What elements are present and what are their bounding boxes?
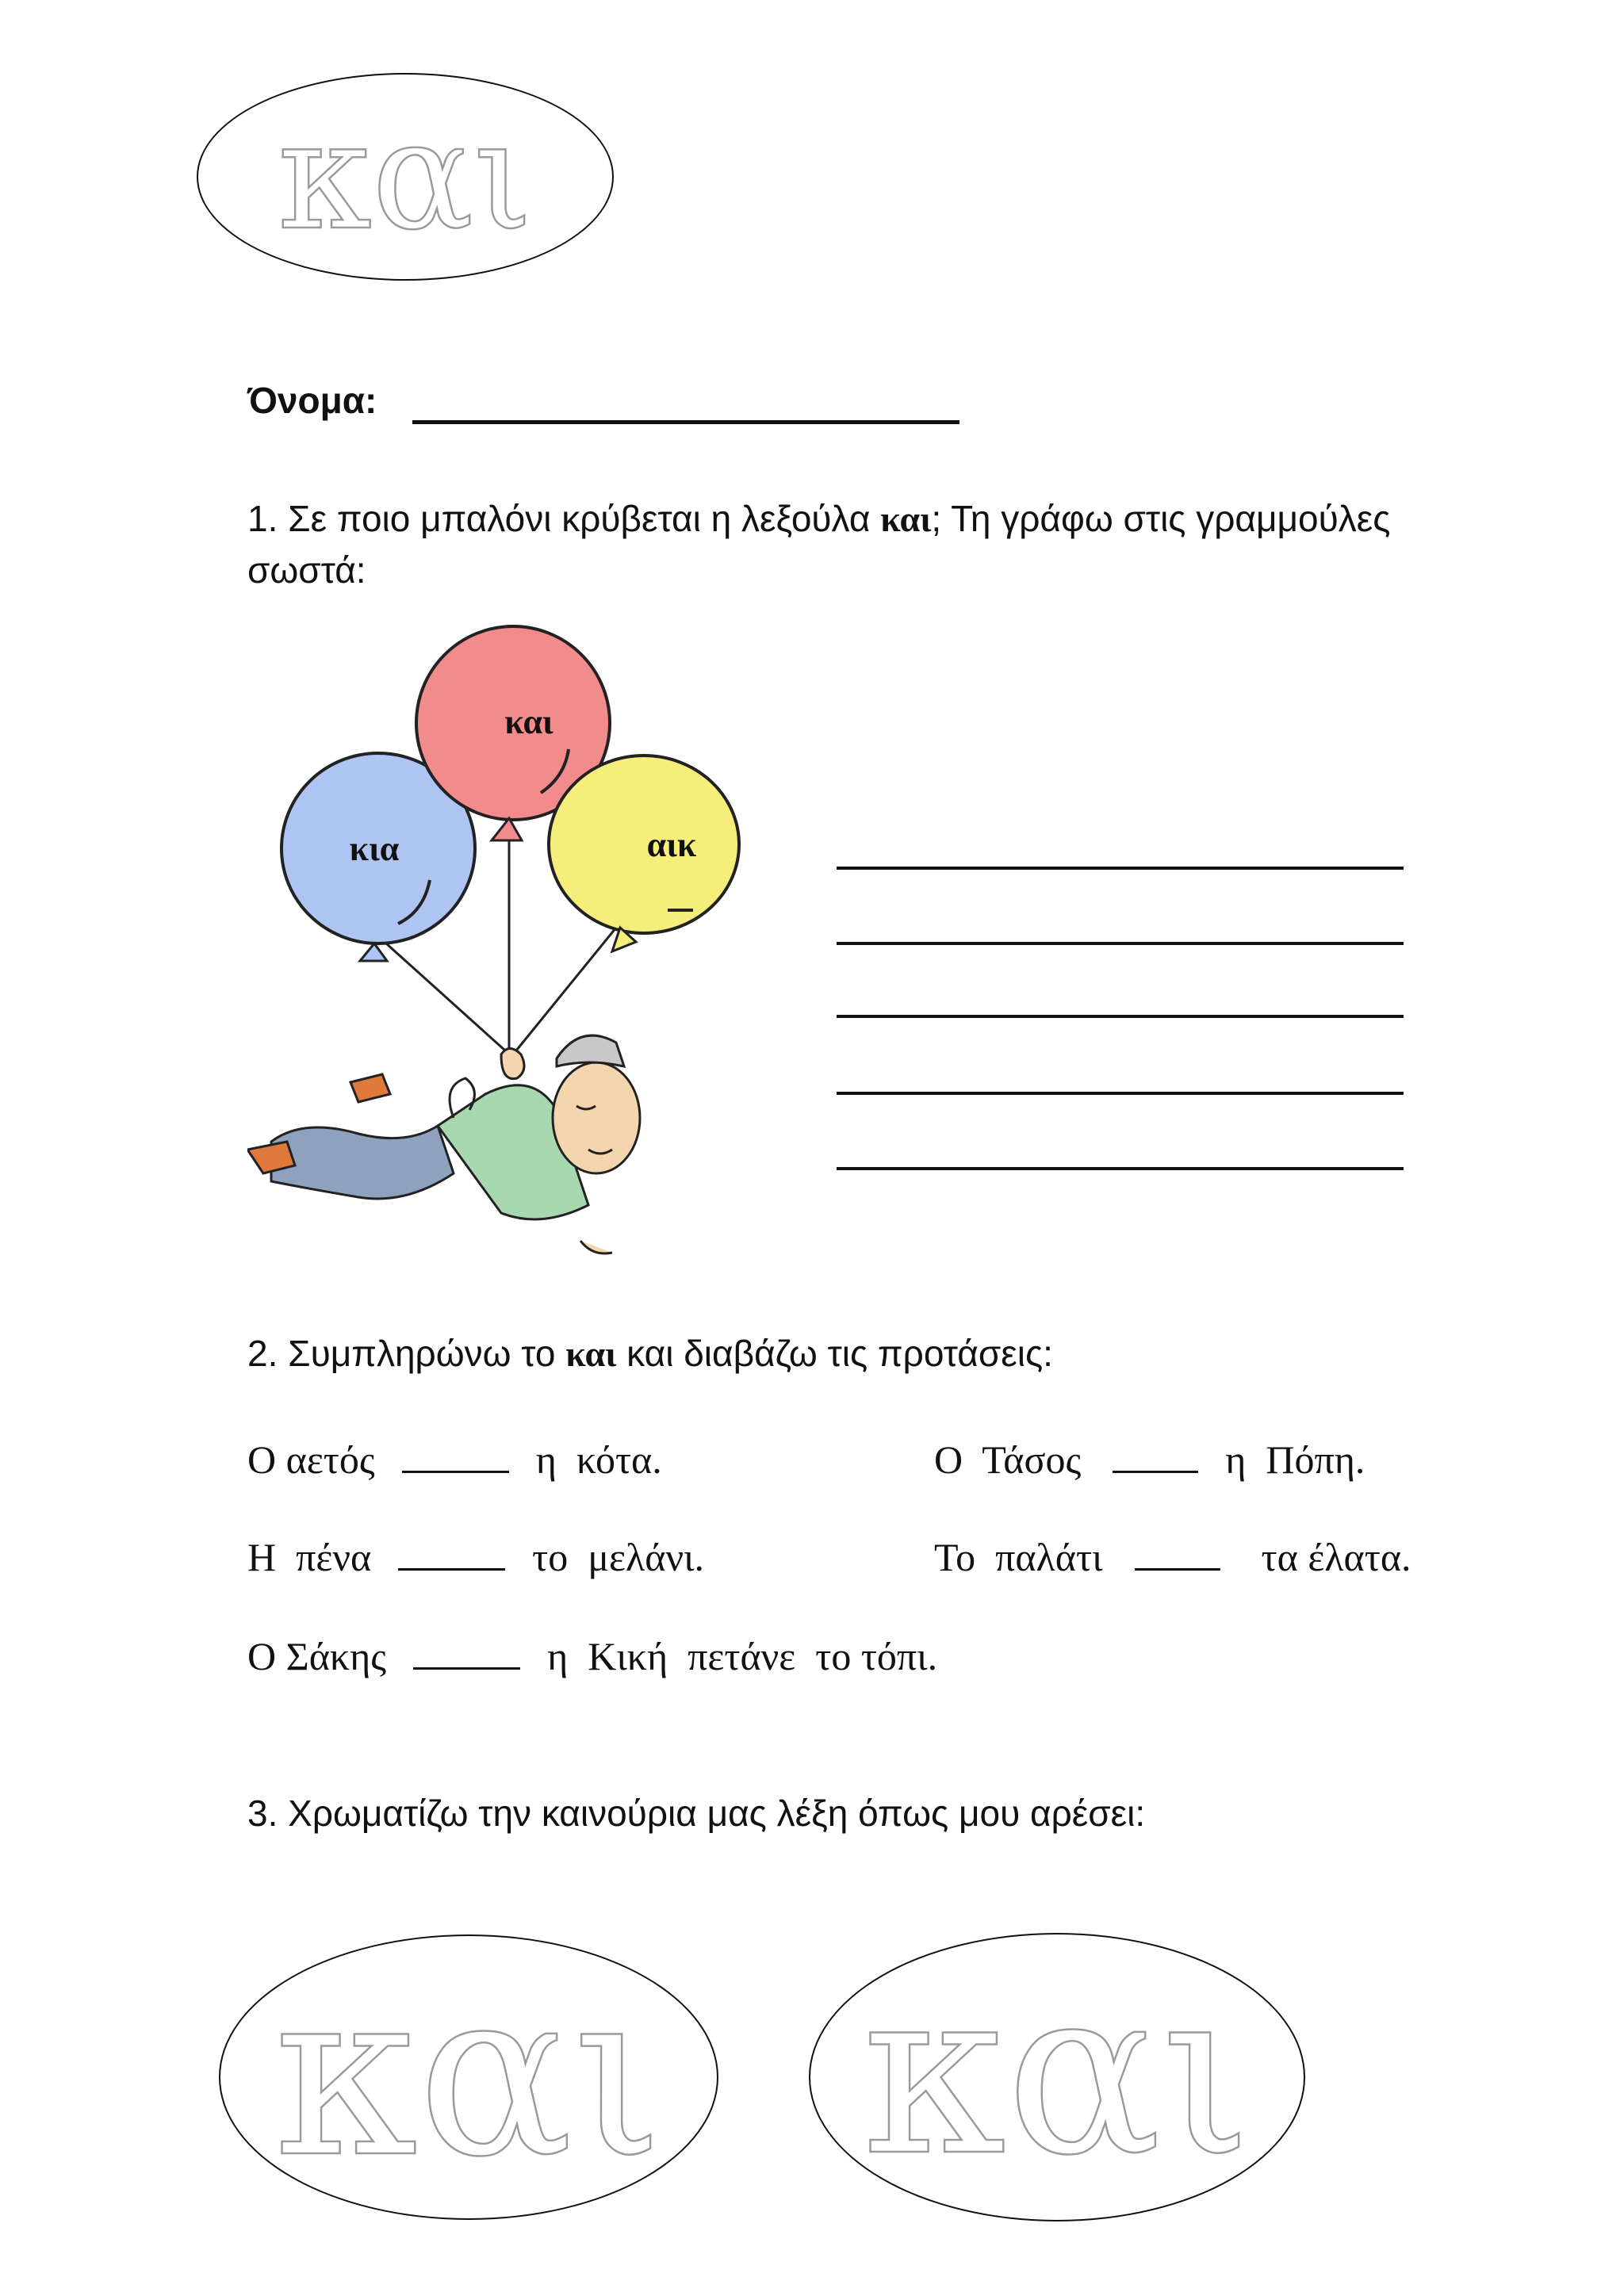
sentence-4 bbox=[934, 1534, 1411, 1580]
flying-man-figure bbox=[247, 1035, 640, 1253]
coloring-outlined-word-left: και bbox=[274, 1941, 664, 2208]
question-2-bold-word: και bbox=[565, 1334, 617, 1374]
question-1-bold-word: και bbox=[880, 499, 932, 539]
sentence-2 bbox=[934, 1437, 1365, 1483]
sentence-5-blank[interactable] bbox=[413, 1636, 520, 1670]
sentence-1-start: Ο αετός bbox=[247, 1437, 375, 1482]
sentence-2-end: η Πόπη. bbox=[1225, 1437, 1365, 1482]
sentence-1-blank[interactable] bbox=[402, 1439, 509, 1473]
balloon-left-label: κια bbox=[349, 829, 400, 868]
sentence-1 bbox=[247, 1437, 662, 1483]
sentence-4-start: Το παλάτι bbox=[934, 1535, 1103, 1579]
coloring-word-ellipse-right[interactable] bbox=[809, 1933, 1305, 2221]
answer-line-1[interactable] bbox=[837, 867, 1404, 870]
question-1-text-after: ; Τη γράφω στις γραμμούλες σωστά: bbox=[247, 498, 1391, 591]
sentence-4-end: τα έλατα. bbox=[1261, 1535, 1411, 1579]
answer-line-2[interactable] bbox=[837, 942, 1404, 945]
sentence-5-end: η Κική πετάνε το τόπι. bbox=[547, 1634, 938, 1678]
sentence-3-blank[interactable] bbox=[398, 1536, 505, 1571]
question-1-text bbox=[247, 493, 1484, 595]
balloon-man-illustration bbox=[247, 610, 818, 1324]
balloon-middle-label: και bbox=[504, 702, 553, 741]
name-label: Όνομα: bbox=[247, 380, 377, 421]
sentence-3-end: το μελάνι. bbox=[532, 1535, 705, 1579]
balloon-right-label: αικ bbox=[646, 825, 697, 864]
header-word-ellipse bbox=[197, 73, 614, 281]
answer-line-3[interactable] bbox=[837, 1015, 1404, 1018]
name-write-line[interactable] bbox=[412, 420, 959, 424]
sentence-5 bbox=[247, 1633, 937, 1679]
sentence-1-end: η κότα. bbox=[535, 1437, 662, 1482]
question-2-text-before: 2. Συμπληρώνω το bbox=[247, 1333, 566, 1374]
question-2-text bbox=[247, 1328, 1484, 1380]
sentence-3-start: Η πένα bbox=[247, 1535, 372, 1579]
sentence-2-blank[interactable] bbox=[1113, 1439, 1198, 1473]
sentence-4-blank[interactable] bbox=[1135, 1536, 1220, 1571]
balloon-right[interactable] bbox=[549, 756, 739, 951]
sentence-2-start: Ο Τάσος bbox=[934, 1437, 1082, 1482]
answer-line-5[interactable] bbox=[837, 1167, 1404, 1170]
sentence-5-start: Ο Σάκης bbox=[247, 1634, 387, 1678]
question-2-text-after: και διαβάζω τις προτάσεις: bbox=[616, 1333, 1053, 1374]
coloring-outlined-word-right: και bbox=[862, 1939, 1252, 2206]
header-outlined-word: και bbox=[278, 88, 533, 263]
answer-line-4[interactable] bbox=[837, 1092, 1404, 1095]
question-3-text: 3. Χρωματίζω την καινούρια μας λέξη όπως μου αρέσει: bbox=[247, 1793, 1146, 1834]
sentence-3 bbox=[247, 1534, 704, 1580]
coloring-word-ellipse-left[interactable] bbox=[219, 1934, 718, 2220]
question-1-text-before: 1. Σε ποιο μπαλόνι κρύβεται η λεξούλα bbox=[247, 498, 881, 539]
